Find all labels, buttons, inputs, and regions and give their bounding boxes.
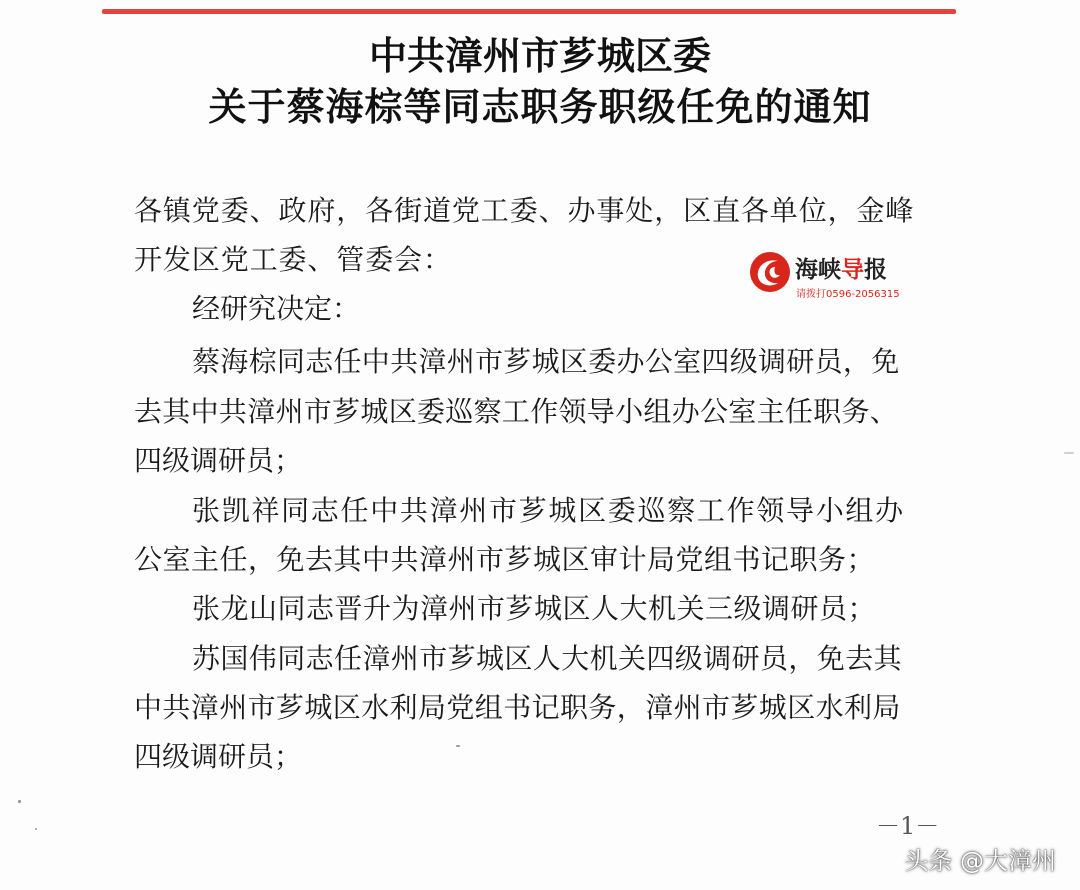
document-title-line1: 中共漳州市芗城区委 — [368, 34, 711, 78]
header-red-rule — [102, 9, 956, 14]
scan-speck — [1064, 452, 1074, 454]
toutiao-source-label: 头条 @大漳州 — [904, 847, 1056, 875]
item1-line2: 去其中共漳州市芗城区委巡察工作领导小组办公室主任职务、 — [134, 395, 899, 428]
page-number: －1－ — [876, 812, 940, 840]
scan-speck — [18, 800, 21, 803]
watermark-brand — [795, 256, 887, 284]
document-title-line2: 关于蔡海棕等同志职务职级任免的通知 — [208, 85, 872, 129]
item3-line1: 张龙山同志晋升为漳州市芗城区人大机关三级调研员； — [192, 592, 877, 625]
watermark-hotline: 请拨打0596-2056315 — [796, 289, 900, 300]
item2-line2: 公室主任，免去其中共漳州市芗城区审计局党组书记职务； — [134, 543, 876, 576]
item4-line2: 中共漳州市芗城区水利局党组书记职务，漳州市芗城区水利局 — [134, 691, 901, 724]
haixia-daobao-watermark — [748, 250, 923, 310]
item1-line3: 四级调研员； — [134, 444, 303, 477]
decision-line: 经研究决定： — [192, 292, 361, 325]
haixia-logo-icon — [748, 250, 792, 294]
salutation-line2: 开发区党工委、管委会： — [134, 243, 452, 276]
scan-speck — [456, 745, 460, 747]
item1-line1: 蔡海棕同志任中共漳州市芗城区委办公室四级调研员，免 — [192, 345, 900, 378]
item2-line1: 张凯祥同志任中共漳州市芗城区委巡察工作领导小组办 — [192, 494, 905, 527]
salutation-line1: 各镇党委、政府，各街道党工委、办事处，区直各单位，金峰 — [134, 194, 915, 227]
watermark-brand-suffix: 报 — [864, 257, 887, 283]
watermark-brand-accent: 导 — [841, 257, 864, 283]
watermark-brand-prefix: 海峡 — [795, 257, 841, 283]
item4-line3: 四级调研员； — [134, 740, 303, 773]
scan-speck — [35, 828, 37, 830]
item4-line1: 苏国伟同志任漳州市芗城区人大机关四级调研员，免去其 — [192, 642, 903, 675]
